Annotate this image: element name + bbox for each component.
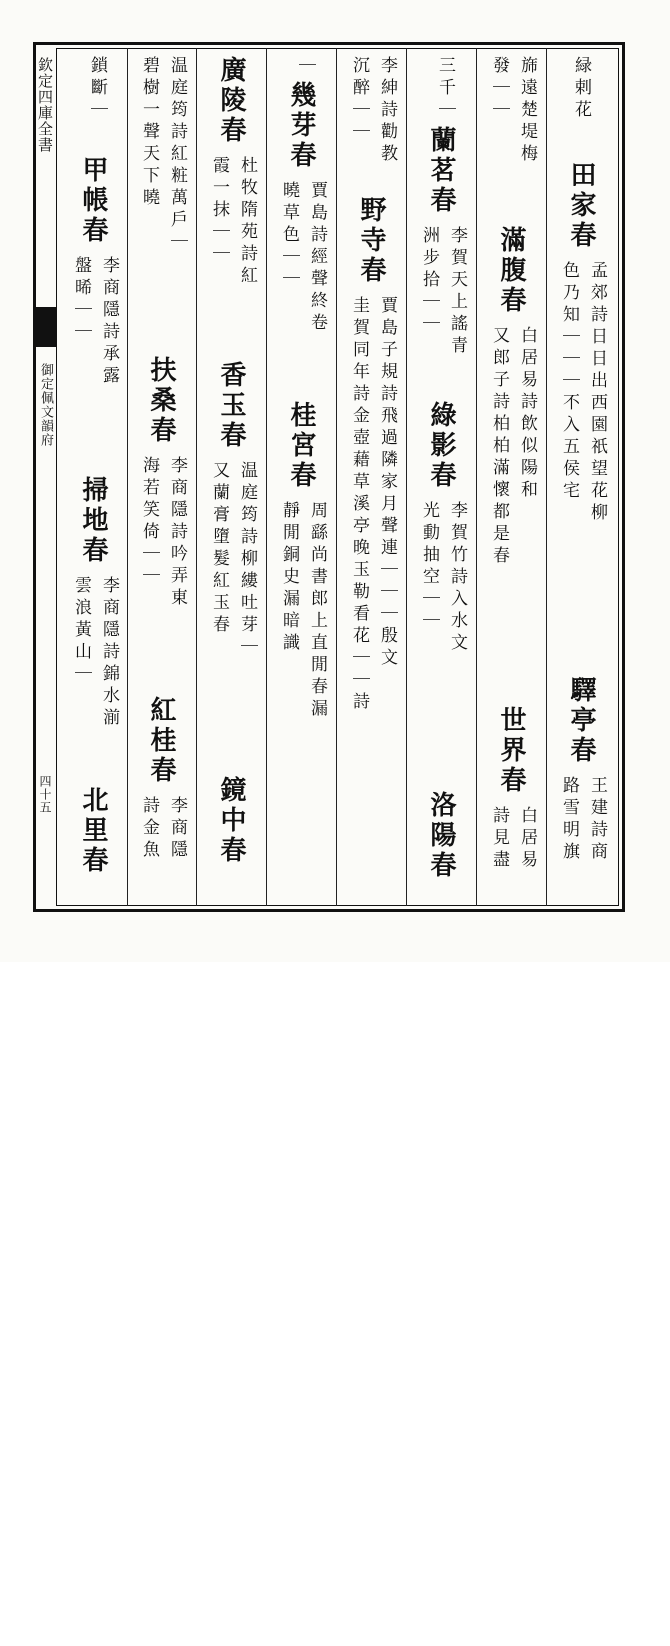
note-right: 周繇尚書郎上直閒春漏	[307, 501, 327, 721]
note-right: 白居易詩飲似陽和	[517, 326, 537, 502]
column-line: 李紳詩勸教	[377, 56, 397, 166]
note-right: 李賀天上謠青	[447, 226, 467, 358]
note-left: 路雪明旗	[559, 776, 579, 864]
entry-heading: 桂宮春	[286, 401, 316, 491]
fish-tail-mark	[33, 307, 56, 347]
text-column	[340, 56, 400, 896]
entry-heading: 掃地春	[78, 476, 108, 566]
entry-heading: 紅桂春	[146, 696, 176, 786]
entry-heading: 驛亭春	[566, 676, 596, 766]
column-divider	[336, 48, 337, 906]
note-left: 詩金魚	[139, 796, 159, 862]
column-divider	[546, 48, 547, 906]
note-left: 海若笑倚｜｜	[139, 456, 159, 588]
entry-heading: 鏡中春	[216, 776, 246, 866]
note-left: 洲步拾｜｜	[419, 226, 439, 336]
note-left: 圭賀同年詩金壺藉草溪亭晚玉勒看花｜｜詩	[349, 296, 369, 714]
text-column	[550, 56, 610, 896]
column-line: 沉醉｜｜	[349, 56, 369, 144]
column-line: 緑剌花	[571, 56, 591, 122]
note-left: 色乃知｜｜｜不入五侯宅	[559, 261, 579, 503]
note-right: 賈島子規詩飛過隣家月聲連｜｜｜殷文	[377, 296, 397, 670]
entry-heading: 田家春	[566, 161, 596, 251]
column-line: 三千｜	[435, 56, 455, 122]
entry-heading: 幾芽春	[286, 81, 316, 171]
note-right: 王建詩商	[587, 776, 607, 864]
note-left: 又郎子詩柏柏滿懷都是春	[489, 326, 509, 568]
note-left: 霞一抹｜｜	[209, 156, 229, 266]
note-right: 李商隱詩承露	[99, 256, 119, 388]
note-right: 温庭筠詩柳縷吐芽｜	[237, 461, 257, 659]
column-line: 發｜｜	[489, 56, 509, 122]
column-line: 温庭筠詩紅粧萬戶｜	[167, 56, 187, 254]
note-right: 孟郊詩日日出西園祇望花柳	[587, 261, 607, 525]
text-column	[270, 56, 330, 896]
entry-heading: 香玉春	[216, 361, 246, 451]
entry-heading: 野寺春	[356, 196, 386, 286]
note-left: 靜閒銅史漏暗識	[279, 501, 299, 655]
text-column	[480, 56, 540, 896]
margin-column	[33, 45, 56, 907]
column-line: 旆遠楚堤梅	[517, 56, 537, 166]
margin-page-number: 四十五	[38, 775, 52, 814]
column-divider	[196, 48, 197, 906]
column-divider	[127, 48, 128, 906]
column-divider	[476, 48, 477, 906]
note-left: 曉草色｜｜	[279, 181, 299, 291]
text-column	[130, 56, 190, 896]
entry-heading: 甲帳春	[78, 156, 108, 246]
column-divider	[266, 48, 267, 906]
note-right: 李商隱	[167, 796, 187, 862]
entry-heading: 洛陽春	[426, 791, 456, 881]
note-right: 李賀竹詩入水文	[447, 501, 467, 655]
note-right: 杜牧隋苑詩紅	[237, 156, 257, 288]
entry-heading: 滿腹春	[496, 226, 526, 316]
entry-heading: 北里春	[78, 786, 108, 876]
entry-heading: 廣陵春	[216, 56, 246, 146]
note-left: 盤晞｜｜	[71, 256, 91, 344]
entry-heading: 世界春	[496, 706, 526, 796]
note-right: 白居易	[517, 806, 537, 872]
entry-heading: 蘭茗春	[426, 126, 456, 216]
text-column	[62, 56, 122, 896]
note-left: 又蘭膏墮髮紅玉春	[209, 461, 229, 637]
entry-heading: 扶桑春	[146, 356, 176, 446]
entry-heading: 綠影春	[426, 401, 456, 491]
column-line: 鎖斷｜	[87, 56, 107, 122]
margin-book-title: 欽定四庫全書	[36, 57, 54, 153]
note-left: 雲浪黃山｜	[71, 576, 91, 686]
text-column	[410, 56, 470, 896]
margin-subtitle: 御定佩文韻府	[38, 363, 53, 447]
column-line: 碧樹一聲天下曉	[139, 56, 159, 210]
note-right: 李商隱詩錦水湔	[99, 576, 119, 730]
column-divider	[406, 48, 407, 906]
column-line: ｜	[295, 56, 315, 78]
note-right: 李商隱詩吟弄東	[167, 456, 187, 610]
note-left: 詩見盡	[489, 806, 509, 872]
note-left: 光動抽空｜｜	[419, 501, 439, 633]
text-column	[200, 56, 260, 896]
note-right: 賈島詩經聲終卷	[307, 181, 327, 335]
